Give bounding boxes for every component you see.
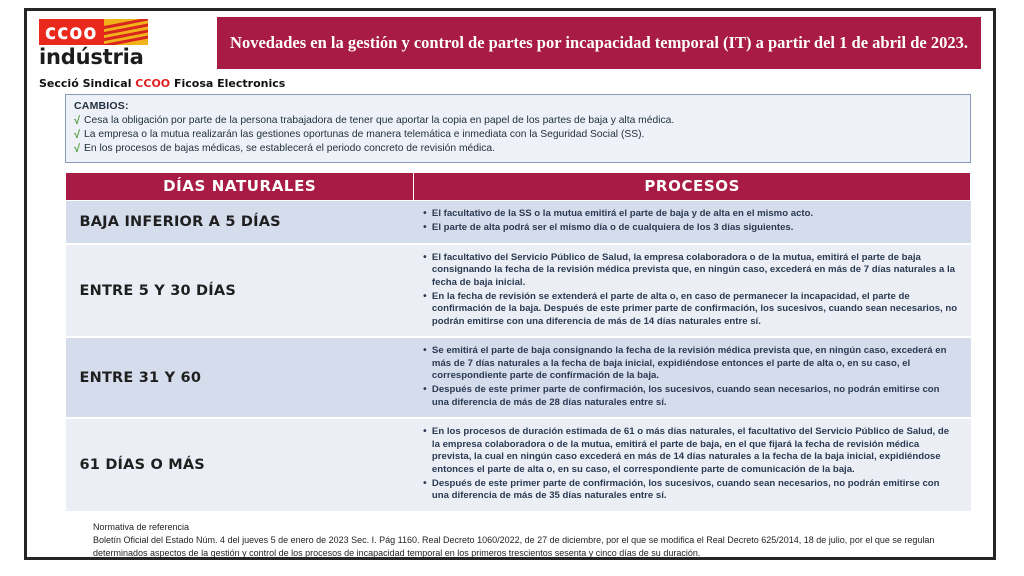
cambios-item [74,128,962,142]
process-text: En los procesos de duración estimada de 61 o más días naturales, el facultativo del Servicio Público de Salud, de la empresa colaboradora o de la mutua, emitirá el parte de baja, en el que fijará la fecha de revisión médica prevista, la cual en ningún caso excederá en más de 14 días naturales a la fecha de la baja inicial, expidiéndose entonces el parte de alta o, en su caso, el correspondiente parte de comunicación de la baja. [431,426,950,475]
process-bullet [418,478,959,503]
bullet-icon: • [423,426,427,438]
process-bullet [418,252,959,289]
normativa-footer [93,521,973,560]
process-bullet [418,426,959,476]
row-days-label: ENTRE 31 Y 60 [66,337,414,418]
row-days-label: 61 DÍAS O MÁS [66,418,414,511]
bullet-icon: • [423,251,427,263]
row-processes-cell [414,337,971,418]
bullet-icon: • [423,222,427,234]
cambios-item-text: La empresa o la mutua realizarán las gestiones oportunas de manera telemática e inmediata con la Seguridad Social (SS). [84,129,645,140]
bullet-icon: • [423,384,427,396]
row-processes-cell [414,201,971,244]
normativa-body: Boletín Oficial del Estado Núm. 4 del jueves 5 de enero de 2023 Sec. I. Pág 1160. Real Decreto 1060/2022, de 27 de diciembre, por el que se modifica el Real Decreto 625/2014, 18 de julio, por el que se regulan determinados aspectos de la gestión y control de los procesos de incapacidad temporal en los primeros trescientos sesenta y cinco días de su duración. [93,535,935,558]
seccio-prefix: Secció Sindical [39,77,136,90]
seccio-suffix: Ficosa Electronics [170,77,286,90]
process-bullet [418,384,959,409]
table-row [66,337,971,418]
cambios-item-text: Cesa la obligación por parte de la persona trabajadora de tener que aportar la copia en papel de los partes de baja y alta médica. [84,115,675,126]
row-days-label: BAJA INFERIOR A 5 DÍAS [66,201,414,244]
cambios-item [74,114,962,128]
processes-table [65,172,971,513]
row-days-label: ENTRE 5 Y 30 DÍAS [66,244,414,337]
bullet-icon: • [423,345,427,357]
process-text: Después de este primer parte de confirmación, los sucesivos, cuando sean necesarios, no podrán emitirse con una diferencia de más de 35 días naturales entre sí. [431,477,940,502]
process-bullet [418,222,959,234]
table-row [66,201,971,244]
process-bullet [418,345,959,382]
check-icon: √ [74,129,81,141]
seccio-highlight: CCOO [135,77,171,90]
process-text: En la fecha de revisión se extenderá el parte de alta o, en caso de permanecer la incapacidad, el parte de confirmación de la baja. Después de este primer parte de confirmación, los sucesivos, cuando sean necesarios, no podrán emitirse con una diferencia de más de 14 días naturales entre sí. [431,291,958,327]
table-header-row [66,173,971,201]
cambios-heading: CAMBIOS: [74,100,129,112]
column-header-days: DÍAS NATURALES [66,173,414,201]
process-text: Después de este primer parte de confirmación, los sucesivos, cuando sean necesarios, no podrán emitirse con una diferencia de más de 28 días naturales entre sí. [431,384,940,408]
row-processes-cell [414,418,971,511]
logo-top-row [39,19,197,45]
seccio-sindical-line [39,77,993,90]
process-bullet [418,208,959,220]
process-text: El facultativo de la SS o la mutua emitirá el parte de baja y de alta en el mismo acto. [431,208,814,219]
process-text: El parte de alta podrá ser el mismo día o de cualquiera de los 3 días siguientes. [431,222,794,234]
normativa-title: Normativa de referencia [93,521,190,532]
logo-industria-text: indústria [39,45,144,69]
ccoo-industria-logo [39,19,197,68]
cambios-item [74,142,962,156]
table-row [66,244,971,337]
bullet-icon: • [423,208,427,219]
row-processes-cell [414,244,971,337]
slide-frame [24,8,996,560]
catalan-flag-icon [104,19,148,45]
slide-header [35,17,985,73]
logo-ccoo-wordmark: ccoo [39,19,104,45]
column-header-processes: PROCESOS [414,173,971,201]
bullet-icon: • [423,291,427,303]
page-title: Novedades en la gestión y control de partes por incapacidad temporal (IT) a partir del 1 de abril de 2023. [217,17,981,69]
cambios-item-text: En los procesos de bajas médicas, se establecerá el periodo concreto de revisión médica. [84,143,496,154]
process-text: Se emitirá el parte de baja consignando la fecha de la revisión médica prevista que, en ningún caso, excederá en más de 7 días naturales a la fecha de baja inicial, expidiéndose entonces el parte de alta o, en su caso, el correspondiente parte de confirmación de la baja. [431,345,947,382]
check-icon: √ [74,143,81,155]
process-text: El facultativo del Servicio Público de Salud, la empresa colaboradora o de la mutua, emitirá el parte de baja consignando la fecha de la revisión médica prevista que, en ningún caso, excederá en más de 7 días naturales a la fecha de baja inicial. [431,251,955,288]
process-bullet [418,291,959,328]
check-icon: √ [74,115,81,127]
cambios-box [65,94,971,163]
bullet-icon: • [423,477,427,489]
table-row [66,418,971,511]
